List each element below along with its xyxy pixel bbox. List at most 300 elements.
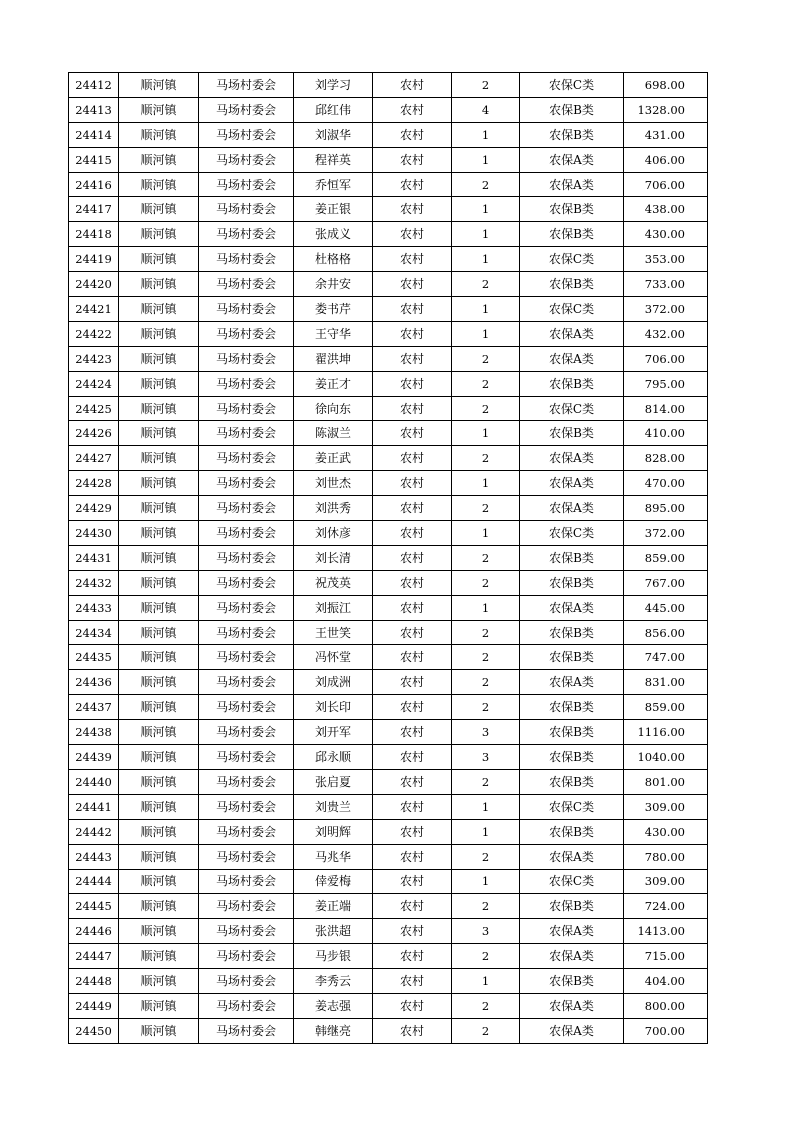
town-cell: 顺河镇 xyxy=(119,297,199,322)
household-type-cell: 农村 xyxy=(373,371,452,396)
village-committee-cell: 马场村委会 xyxy=(199,695,294,720)
insurance-category-cell: 农保A类 xyxy=(520,496,624,521)
household-type-cell: 农村 xyxy=(373,745,452,770)
person-name-cell: 马步银 xyxy=(294,944,373,969)
village-committee-cell: 马场村委会 xyxy=(199,197,294,222)
insurance-category-cell: 农保A类 xyxy=(520,844,624,869)
amount-cell: 372.00 xyxy=(624,521,708,546)
table-row xyxy=(69,396,708,421)
amount-cell: 1040.00 xyxy=(624,745,708,770)
household-size-cell: 1 xyxy=(452,471,520,496)
subsidy-roster-table xyxy=(68,72,708,1044)
town-cell: 顺河镇 xyxy=(119,645,199,670)
household-size-cell: 2 xyxy=(452,670,520,695)
person-name-cell: 刘学习 xyxy=(294,73,373,98)
household-type-cell: 农村 xyxy=(373,769,452,794)
record-number-cell: 24418 xyxy=(69,222,119,247)
table-row xyxy=(69,745,708,770)
person-name-cell: 姜正才 xyxy=(294,371,373,396)
household-type-cell: 农村 xyxy=(373,272,452,297)
amount-cell: 706.00 xyxy=(624,172,708,197)
amount-cell: 733.00 xyxy=(624,272,708,297)
table-row xyxy=(69,521,708,546)
household-type-cell: 农村 xyxy=(373,222,452,247)
amount-cell: 430.00 xyxy=(624,222,708,247)
household-type-cell: 农村 xyxy=(373,446,452,471)
household-type-cell: 农村 xyxy=(373,1018,452,1043)
household-size-cell: 2 xyxy=(452,620,520,645)
village-committee-cell: 马场村委会 xyxy=(199,421,294,446)
record-number-cell: 24446 xyxy=(69,919,119,944)
village-committee-cell: 马场村委会 xyxy=(199,894,294,919)
town-cell: 顺河镇 xyxy=(119,247,199,272)
person-name-cell: 刘开军 xyxy=(294,720,373,745)
town-cell: 顺河镇 xyxy=(119,496,199,521)
table-row xyxy=(69,371,708,396)
person-name-cell: 翟洪坤 xyxy=(294,346,373,371)
table-row xyxy=(69,944,708,969)
village-committee-cell: 马场村委会 xyxy=(199,471,294,496)
table-row xyxy=(69,794,708,819)
town-cell: 顺河镇 xyxy=(119,197,199,222)
household-size-cell: 1 xyxy=(452,969,520,994)
amount-cell: 309.00 xyxy=(624,869,708,894)
household-type-cell: 农村 xyxy=(373,346,452,371)
amount-cell: 859.00 xyxy=(624,695,708,720)
amount-cell: 410.00 xyxy=(624,421,708,446)
village-committee-cell: 马场村委会 xyxy=(199,595,294,620)
household-size-cell: 2 xyxy=(452,894,520,919)
village-committee-cell: 马场村委会 xyxy=(199,844,294,869)
insurance-category-cell: 农保C类 xyxy=(520,73,624,98)
amount-cell: 780.00 xyxy=(624,844,708,869)
household-size-cell: 2 xyxy=(452,396,520,421)
person-name-cell: 张洪超 xyxy=(294,919,373,944)
insurance-category-cell: 农保B类 xyxy=(520,545,624,570)
village-committee-cell: 马场村委会 xyxy=(199,794,294,819)
amount-cell: 445.00 xyxy=(624,595,708,620)
amount-cell: 372.00 xyxy=(624,297,708,322)
household-size-cell: 1 xyxy=(452,521,520,546)
town-cell: 顺河镇 xyxy=(119,894,199,919)
household-type-cell: 农村 xyxy=(373,247,452,272)
village-committee-cell: 马场村委会 xyxy=(199,919,294,944)
amount-cell: 404.00 xyxy=(624,969,708,994)
household-size-cell: 1 xyxy=(452,321,520,346)
household-size-cell: 2 xyxy=(452,371,520,396)
insurance-category-cell: 农保B类 xyxy=(520,969,624,994)
amount-cell: 470.00 xyxy=(624,471,708,496)
town-cell: 顺河镇 xyxy=(119,869,199,894)
record-number-cell: 24439 xyxy=(69,745,119,770)
person-name-cell: 邱红伟 xyxy=(294,97,373,122)
village-committee-cell: 马场村委会 xyxy=(199,545,294,570)
record-number-cell: 24428 xyxy=(69,471,119,496)
household-size-cell: 2 xyxy=(452,1018,520,1043)
insurance-category-cell: 农保C类 xyxy=(520,396,624,421)
insurance-category-cell: 农保B类 xyxy=(520,894,624,919)
household-type-cell: 农村 xyxy=(373,321,452,346)
town-cell: 顺河镇 xyxy=(119,595,199,620)
person-name-cell: 刘明辉 xyxy=(294,819,373,844)
household-type-cell: 农村 xyxy=(373,147,452,172)
insurance-category-cell: 农保A类 xyxy=(520,346,624,371)
household-size-cell: 3 xyxy=(452,720,520,745)
record-number-cell: 24443 xyxy=(69,844,119,869)
insurance-category-cell: 农保A类 xyxy=(520,944,624,969)
town-cell: 顺河镇 xyxy=(119,794,199,819)
insurance-category-cell: 农保B类 xyxy=(520,695,624,720)
household-type-cell: 农村 xyxy=(373,73,452,98)
village-committee-cell: 马场村委会 xyxy=(199,247,294,272)
village-committee-cell: 马场村委会 xyxy=(199,272,294,297)
person-name-cell: 刘世杰 xyxy=(294,471,373,496)
household-type-cell: 农村 xyxy=(373,944,452,969)
table-row xyxy=(69,73,708,98)
person-name-cell: 张成义 xyxy=(294,222,373,247)
amount-cell: 1116.00 xyxy=(624,720,708,745)
record-number-cell: 24413 xyxy=(69,97,119,122)
amount-cell: 698.00 xyxy=(624,73,708,98)
village-committee-cell: 马场村委会 xyxy=(199,993,294,1018)
town-cell: 顺河镇 xyxy=(119,570,199,595)
insurance-category-cell: 农保B类 xyxy=(520,720,624,745)
town-cell: 顺河镇 xyxy=(119,720,199,745)
insurance-category-cell: 农保A类 xyxy=(520,670,624,695)
table-row xyxy=(69,869,708,894)
household-size-cell: 1 xyxy=(452,297,520,322)
person-name-cell: 刘休彦 xyxy=(294,521,373,546)
household-type-cell: 农村 xyxy=(373,869,452,894)
household-size-cell: 2 xyxy=(452,769,520,794)
village-committee-cell: 马场村委会 xyxy=(199,670,294,695)
town-cell: 顺河镇 xyxy=(119,969,199,994)
person-name-cell: 姜志强 xyxy=(294,993,373,1018)
record-number-cell: 24412 xyxy=(69,73,119,98)
table-row xyxy=(69,496,708,521)
record-number-cell: 24415 xyxy=(69,147,119,172)
household-size-cell: 3 xyxy=(452,919,520,944)
amount-cell: 438.00 xyxy=(624,197,708,222)
town-cell: 顺河镇 xyxy=(119,97,199,122)
household-type-cell: 农村 xyxy=(373,969,452,994)
amount-cell: 814.00 xyxy=(624,396,708,421)
household-type-cell: 农村 xyxy=(373,720,452,745)
town-cell: 顺河镇 xyxy=(119,396,199,421)
village-committee-cell: 马场村委会 xyxy=(199,222,294,247)
household-type-cell: 农村 xyxy=(373,421,452,446)
amount-cell: 800.00 xyxy=(624,993,708,1018)
table-row xyxy=(69,969,708,994)
town-cell: 顺河镇 xyxy=(119,745,199,770)
amount-cell: 706.00 xyxy=(624,346,708,371)
record-number-cell: 24432 xyxy=(69,570,119,595)
person-name-cell: 陈淑兰 xyxy=(294,421,373,446)
household-type-cell: 农村 xyxy=(373,496,452,521)
table-row xyxy=(69,545,708,570)
insurance-category-cell: 农保C类 xyxy=(520,297,624,322)
town-cell: 顺河镇 xyxy=(119,695,199,720)
village-committee-cell: 马场村委会 xyxy=(199,122,294,147)
person-name-cell: 杜格格 xyxy=(294,247,373,272)
table-row xyxy=(69,570,708,595)
record-number-cell: 24448 xyxy=(69,969,119,994)
table-row xyxy=(69,471,708,496)
household-size-cell: 4 xyxy=(452,97,520,122)
record-number-cell: 24422 xyxy=(69,321,119,346)
village-committee-cell: 马场村委会 xyxy=(199,819,294,844)
insurance-category-cell: 农保A类 xyxy=(520,446,624,471)
table-row xyxy=(69,122,708,147)
town-cell: 顺河镇 xyxy=(119,371,199,396)
insurance-category-cell: 农保C类 xyxy=(520,247,624,272)
village-committee-cell: 马场村委会 xyxy=(199,645,294,670)
town-cell: 顺河镇 xyxy=(119,769,199,794)
record-number-cell: 24421 xyxy=(69,297,119,322)
village-committee-cell: 马场村委会 xyxy=(199,521,294,546)
town-cell: 顺河镇 xyxy=(119,73,199,98)
household-type-cell: 农村 xyxy=(373,894,452,919)
town-cell: 顺河镇 xyxy=(119,844,199,869)
person-name-cell: 韩继亮 xyxy=(294,1018,373,1043)
amount-cell: 895.00 xyxy=(624,496,708,521)
person-name-cell: 王世笑 xyxy=(294,620,373,645)
record-number-cell: 24442 xyxy=(69,819,119,844)
table-row xyxy=(69,894,708,919)
person-name-cell: 刘成洲 xyxy=(294,670,373,695)
person-name-cell: 张启夏 xyxy=(294,769,373,794)
town-cell: 顺河镇 xyxy=(119,521,199,546)
table-row xyxy=(69,321,708,346)
record-number-cell: 24441 xyxy=(69,794,119,819)
village-committee-cell: 马场村委会 xyxy=(199,297,294,322)
town-cell: 顺河镇 xyxy=(119,421,199,446)
person-name-cell: 刘长印 xyxy=(294,695,373,720)
person-name-cell: 祝茂英 xyxy=(294,570,373,595)
person-name-cell: 邱永顺 xyxy=(294,745,373,770)
village-committee-cell: 马场村委会 xyxy=(199,944,294,969)
amount-cell: 309.00 xyxy=(624,794,708,819)
amount-cell: 715.00 xyxy=(624,944,708,969)
household-size-cell: 1 xyxy=(452,247,520,272)
household-size-cell: 1 xyxy=(452,595,520,620)
person-name-cell: 刘贵兰 xyxy=(294,794,373,819)
household-size-cell: 2 xyxy=(452,844,520,869)
table-row xyxy=(69,844,708,869)
insurance-category-cell: 农保B类 xyxy=(520,645,624,670)
person-name-cell: 余井安 xyxy=(294,272,373,297)
record-number-cell: 24435 xyxy=(69,645,119,670)
household-size-cell: 1 xyxy=(452,122,520,147)
household-size-cell: 1 xyxy=(452,794,520,819)
insurance-category-cell: 农保A类 xyxy=(520,471,624,496)
household-size-cell: 2 xyxy=(452,993,520,1018)
village-committee-cell: 马场村委会 xyxy=(199,147,294,172)
record-number-cell: 24440 xyxy=(69,769,119,794)
town-cell: 顺河镇 xyxy=(119,993,199,1018)
town-cell: 顺河镇 xyxy=(119,545,199,570)
record-number-cell: 24449 xyxy=(69,993,119,1018)
record-number-cell: 24429 xyxy=(69,496,119,521)
record-number-cell: 24447 xyxy=(69,944,119,969)
town-cell: 顺河镇 xyxy=(119,620,199,645)
record-number-cell: 24430 xyxy=(69,521,119,546)
table-row xyxy=(69,769,708,794)
household-size-cell: 3 xyxy=(452,745,520,770)
table-row xyxy=(69,595,708,620)
insurance-category-cell: 农保B类 xyxy=(520,272,624,297)
insurance-category-cell: 农保A类 xyxy=(520,147,624,172)
amount-cell: 747.00 xyxy=(624,645,708,670)
household-type-cell: 农村 xyxy=(373,595,452,620)
person-name-cell: 王守华 xyxy=(294,321,373,346)
person-name-cell: 娄书芹 xyxy=(294,297,373,322)
insurance-category-cell: 农保B类 xyxy=(520,222,624,247)
household-type-cell: 农村 xyxy=(373,993,452,1018)
household-size-cell: 1 xyxy=(452,421,520,446)
insurance-category-cell: 农保A类 xyxy=(520,1018,624,1043)
amount-cell: 856.00 xyxy=(624,620,708,645)
town-cell: 顺河镇 xyxy=(119,222,199,247)
town-cell: 顺河镇 xyxy=(119,172,199,197)
town-cell: 顺河镇 xyxy=(119,919,199,944)
table-row xyxy=(69,620,708,645)
insurance-category-cell: 农保A类 xyxy=(520,919,624,944)
household-size-cell: 2 xyxy=(452,272,520,297)
household-type-cell: 农村 xyxy=(373,570,452,595)
town-cell: 顺河镇 xyxy=(119,147,199,172)
town-cell: 顺河镇 xyxy=(119,819,199,844)
person-name-cell: 程祥英 xyxy=(294,147,373,172)
insurance-category-cell: 农保B类 xyxy=(520,421,624,446)
town-cell: 顺河镇 xyxy=(119,346,199,371)
amount-cell: 1413.00 xyxy=(624,919,708,944)
person-name-cell: 姜正武 xyxy=(294,446,373,471)
record-number-cell: 24431 xyxy=(69,545,119,570)
household-type-cell: 农村 xyxy=(373,620,452,645)
record-number-cell: 24425 xyxy=(69,396,119,421)
record-number-cell: 24436 xyxy=(69,670,119,695)
person-name-cell: 冯怀堂 xyxy=(294,645,373,670)
insurance-category-cell: 农保B类 xyxy=(520,97,624,122)
person-name-cell: 李秀云 xyxy=(294,969,373,994)
insurance-category-cell: 农保C类 xyxy=(520,521,624,546)
person-name-cell: 刘洪秀 xyxy=(294,496,373,521)
village-committee-cell: 马场村委会 xyxy=(199,720,294,745)
village-committee-cell: 马场村委会 xyxy=(199,745,294,770)
household-size-cell: 1 xyxy=(452,197,520,222)
record-number-cell: 24423 xyxy=(69,346,119,371)
amount-cell: 801.00 xyxy=(624,769,708,794)
insurance-category-cell: 农保C类 xyxy=(520,794,624,819)
household-type-cell: 农村 xyxy=(373,297,452,322)
table-row xyxy=(69,172,708,197)
household-type-cell: 农村 xyxy=(373,645,452,670)
household-size-cell: 2 xyxy=(452,73,520,98)
household-type-cell: 农村 xyxy=(373,396,452,421)
village-committee-cell: 马场村委会 xyxy=(199,321,294,346)
household-size-cell: 2 xyxy=(452,645,520,670)
record-number-cell: 24437 xyxy=(69,695,119,720)
person-name-cell: 姜正银 xyxy=(294,197,373,222)
household-size-cell: 2 xyxy=(452,545,520,570)
insurance-category-cell: 农保A类 xyxy=(520,321,624,346)
household-size-cell: 2 xyxy=(452,695,520,720)
village-committee-cell: 马场村委会 xyxy=(199,346,294,371)
table-row xyxy=(69,919,708,944)
village-committee-cell: 马场村委会 xyxy=(199,570,294,595)
village-committee-cell: 马场村委会 xyxy=(199,97,294,122)
town-cell: 顺河镇 xyxy=(119,272,199,297)
record-number-cell: 24438 xyxy=(69,720,119,745)
household-type-cell: 农村 xyxy=(373,819,452,844)
household-type-cell: 农村 xyxy=(373,197,452,222)
town-cell: 顺河镇 xyxy=(119,471,199,496)
household-type-cell: 农村 xyxy=(373,122,452,147)
amount-cell: 1328.00 xyxy=(624,97,708,122)
amount-cell: 431.00 xyxy=(624,122,708,147)
village-committee-cell: 马场村委会 xyxy=(199,769,294,794)
record-number-cell: 24433 xyxy=(69,595,119,620)
roster-body xyxy=(69,73,708,1044)
amount-cell: 700.00 xyxy=(624,1018,708,1043)
record-number-cell: 24417 xyxy=(69,197,119,222)
insurance-category-cell: 农保B类 xyxy=(520,197,624,222)
household-size-cell: 1 xyxy=(452,222,520,247)
town-cell: 顺河镇 xyxy=(119,321,199,346)
household-type-cell: 农村 xyxy=(373,521,452,546)
household-size-cell: 1 xyxy=(452,819,520,844)
table-row xyxy=(69,247,708,272)
household-type-cell: 农村 xyxy=(373,794,452,819)
insurance-category-cell: 农保B类 xyxy=(520,769,624,794)
person-name-cell: 刘振江 xyxy=(294,595,373,620)
person-name-cell: 刘长清 xyxy=(294,545,373,570)
person-name-cell: 刘淑华 xyxy=(294,122,373,147)
record-number-cell: 24450 xyxy=(69,1018,119,1043)
household-type-cell: 农村 xyxy=(373,695,452,720)
table-row xyxy=(69,670,708,695)
table-row xyxy=(69,993,708,1018)
insurance-category-cell: 农保B类 xyxy=(520,819,624,844)
household-type-cell: 农村 xyxy=(373,172,452,197)
village-committee-cell: 马场村委会 xyxy=(199,496,294,521)
town-cell: 顺河镇 xyxy=(119,122,199,147)
insurance-category-cell: 农保A类 xyxy=(520,172,624,197)
insurance-category-cell: 农保B类 xyxy=(520,620,624,645)
person-name-cell: 姜正端 xyxy=(294,894,373,919)
household-size-cell: 2 xyxy=(452,944,520,969)
record-number-cell: 24420 xyxy=(69,272,119,297)
person-name-cell: 徐向东 xyxy=(294,396,373,421)
person-name-cell: 乔恒军 xyxy=(294,172,373,197)
insurance-category-cell: 农保B类 xyxy=(520,371,624,396)
table-row xyxy=(69,819,708,844)
amount-cell: 767.00 xyxy=(624,570,708,595)
table-row xyxy=(69,346,708,371)
record-number-cell: 24427 xyxy=(69,446,119,471)
table-row xyxy=(69,446,708,471)
household-size-cell: 1 xyxy=(452,147,520,172)
village-committee-cell: 马场村委会 xyxy=(199,620,294,645)
record-number-cell: 24424 xyxy=(69,371,119,396)
village-committee-cell: 马场村委会 xyxy=(199,73,294,98)
village-committee-cell: 马场村委会 xyxy=(199,969,294,994)
record-number-cell: 24414 xyxy=(69,122,119,147)
table-row xyxy=(69,97,708,122)
insurance-category-cell: 农保A类 xyxy=(520,993,624,1018)
record-number-cell: 24426 xyxy=(69,421,119,446)
